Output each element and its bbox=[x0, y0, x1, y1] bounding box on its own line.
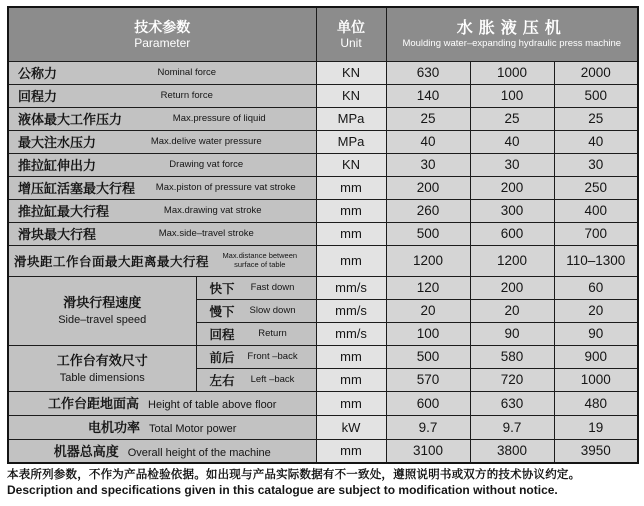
value-cell: 200 bbox=[470, 276, 554, 299]
value-cell: 400 bbox=[554, 199, 638, 222]
param-en bbox=[209, 252, 310, 269]
footer-note-zh: 本表所列参数，不作为产品检验依据。如出现与产品实际数据有不一致处，遵照说明书或双方的技术协议约定。 bbox=[7, 469, 581, 481]
value-cell: 20 bbox=[554, 299, 638, 322]
sub-cell bbox=[196, 299, 316, 322]
param-cell bbox=[8, 439, 316, 463]
value-cell: 100 bbox=[470, 84, 554, 107]
param-cell bbox=[8, 107, 316, 130]
unit-cell: mm bbox=[316, 199, 386, 222]
value-cell: 700 bbox=[554, 222, 638, 245]
unit-cell: KN bbox=[316, 84, 386, 107]
sub-cell bbox=[196, 276, 316, 299]
value-cell: 3100 bbox=[386, 439, 470, 463]
header-machine-en: Moulding water–expanding hydraulic press machine bbox=[402, 37, 622, 49]
group-en: Table dimensions bbox=[59, 371, 145, 384]
table-row-return-force bbox=[8, 84, 638, 107]
param-en: Max.delive water pressure bbox=[150, 136, 262, 147]
value-cell: 2000 bbox=[554, 61, 638, 84]
unit-cell: KN bbox=[316, 61, 386, 84]
sub-zh: 前后 bbox=[209, 350, 235, 365]
value-cell: 1000 bbox=[470, 61, 554, 84]
sub-en: Front –back bbox=[247, 351, 298, 362]
param-zh: 滑块距工作台面最大距离最大行程 bbox=[14, 254, 210, 269]
value-cell: 20 bbox=[386, 299, 470, 322]
value-cell: 20 bbox=[470, 299, 554, 322]
table-row-max-water-pressure bbox=[8, 130, 638, 153]
group-zh: 滑块行程速度 bbox=[63, 295, 142, 310]
table-row-max-liquid-pressure bbox=[8, 107, 638, 130]
value-cell: 90 bbox=[554, 322, 638, 345]
sub-zh: 快下 bbox=[209, 281, 235, 296]
param-zh: 滑块最大行程 bbox=[18, 227, 97, 242]
table-row-nominal-force bbox=[8, 61, 638, 84]
value-cell: 25 bbox=[386, 107, 470, 130]
value-cell: 30 bbox=[386, 153, 470, 176]
value-cell: 60 bbox=[554, 276, 638, 299]
sub-en: Left –back bbox=[250, 374, 295, 385]
table-row-drawing-vat-stroke bbox=[8, 199, 638, 222]
table-row-motor-power bbox=[8, 415, 638, 439]
sub-zh: 慢下 bbox=[209, 304, 235, 319]
header-unit-zh: 单位 bbox=[337, 18, 365, 35]
sub-zh: 回程 bbox=[209, 327, 235, 342]
unit-cell: mm/s bbox=[316, 299, 386, 322]
value-cell: 500 bbox=[554, 84, 638, 107]
param-zh: 增压缸活塞最大行程 bbox=[18, 181, 136, 196]
unit-cell: mm bbox=[316, 439, 386, 463]
table-row-fast-down bbox=[8, 276, 638, 299]
group-cell-side-travel-speed bbox=[8, 276, 196, 345]
table-row-overall-height bbox=[8, 439, 638, 463]
sub-zh: 左右 bbox=[209, 373, 235, 388]
table-row-table-height bbox=[8, 391, 638, 415]
value-cell: 30 bbox=[470, 153, 554, 176]
value-cell: 580 bbox=[470, 345, 554, 368]
param-cell bbox=[8, 176, 316, 199]
table-row-front-back bbox=[8, 345, 638, 368]
param-zh: 工作台距地面高 bbox=[48, 396, 140, 411]
value-cell: 900 bbox=[554, 345, 638, 368]
sub-en: Fast down bbox=[250, 282, 295, 293]
sub-cell bbox=[196, 322, 316, 345]
value-cell: 3800 bbox=[470, 439, 554, 463]
value-cell: 3950 bbox=[554, 439, 638, 463]
footer-note-en: Description and specifications given in this catalogue are subject to modification without notice. bbox=[7, 483, 558, 497]
param-zh: 最大注水压力 bbox=[18, 135, 97, 150]
value-cell: 110–1300 bbox=[554, 245, 638, 276]
param-cell bbox=[8, 391, 316, 415]
param-en: Max.piston of pressure vat stroke bbox=[155, 182, 296, 193]
value-cell: 1200 bbox=[386, 245, 470, 276]
param-cell bbox=[8, 130, 316, 153]
unit-cell: mm/s bbox=[316, 322, 386, 345]
spec-table bbox=[7, 6, 639, 464]
value-cell: 120 bbox=[386, 276, 470, 299]
sub-en: Slow down bbox=[249, 305, 296, 316]
param-cell bbox=[8, 61, 316, 84]
value-cell: 720 bbox=[470, 368, 554, 391]
group-cell-table-dimensions bbox=[8, 345, 196, 391]
param-zh: 机器总高度 bbox=[53, 443, 119, 459]
value-cell: 500 bbox=[386, 345, 470, 368]
value-cell: 250 bbox=[554, 176, 638, 199]
group-zh: 工作台有效尺寸 bbox=[56, 352, 148, 368]
value-cell: 9.7 bbox=[386, 415, 470, 439]
group-en: Side–travel speed bbox=[58, 314, 147, 326]
table-row-max-distance bbox=[8, 245, 638, 276]
value-cell: 570 bbox=[386, 368, 470, 391]
value-cell: 100 bbox=[386, 322, 470, 345]
value-cell: 1200 bbox=[470, 245, 554, 276]
header-parameter bbox=[8, 7, 316, 61]
param-zh: 推拉缸伸出力 bbox=[18, 158, 97, 173]
param-en: Height of table above floor bbox=[148, 399, 277, 411]
header-unit bbox=[316, 7, 386, 61]
header-row bbox=[8, 7, 638, 61]
unit-cell: kW bbox=[316, 415, 386, 439]
value-cell: 600 bbox=[470, 222, 554, 245]
sub-cell bbox=[196, 368, 316, 391]
unit-cell: mm bbox=[316, 391, 386, 415]
param-en: Drawing vat force bbox=[169, 159, 244, 170]
unit-cell: mm bbox=[316, 368, 386, 391]
header-unit-en: Unit bbox=[340, 35, 362, 50]
header-parameter-zh: 技术参数 bbox=[134, 18, 191, 35]
param-zh: 回程力 bbox=[18, 89, 58, 104]
param-en: Total Motor power bbox=[149, 423, 237, 435]
header-machine bbox=[386, 7, 638, 61]
value-cell: 90 bbox=[470, 322, 554, 345]
value-cell: 9.7 bbox=[470, 415, 554, 439]
footer-note bbox=[7, 468, 637, 498]
value-cell: 600 bbox=[386, 391, 470, 415]
value-cell: 40 bbox=[470, 130, 554, 153]
value-cell: 200 bbox=[470, 176, 554, 199]
value-cell: 500 bbox=[386, 222, 470, 245]
param-en: Max.side–travel stroke bbox=[158, 228, 254, 239]
value-cell: 25 bbox=[470, 107, 554, 130]
unit-cell: mm/s bbox=[316, 276, 386, 299]
param-en: Return force bbox=[160, 90, 213, 101]
unit-cell: mm bbox=[316, 176, 386, 199]
param-en: Overall height of the machine bbox=[127, 446, 271, 459]
value-cell: 40 bbox=[386, 130, 470, 153]
unit-cell: mm bbox=[316, 345, 386, 368]
unit-cell: MPa bbox=[316, 107, 386, 130]
param-cell bbox=[8, 153, 316, 176]
unit-cell: KN bbox=[316, 153, 386, 176]
value-cell: 260 bbox=[386, 199, 470, 222]
value-cell: 30 bbox=[554, 153, 638, 176]
sub-en: Return bbox=[258, 328, 287, 339]
param-zh: 推拉缸最大行程 bbox=[18, 204, 110, 219]
header-parameter-en: Parameter bbox=[134, 35, 191, 50]
unit-cell: MPa bbox=[316, 130, 386, 153]
value-cell: 140 bbox=[386, 84, 470, 107]
value-cell: 25 bbox=[554, 107, 638, 130]
param-zh: 公称力 bbox=[18, 66, 58, 81]
value-cell: 630 bbox=[386, 61, 470, 84]
value-cell: 40 bbox=[554, 130, 638, 153]
param-en-line2: surface of table bbox=[234, 259, 286, 269]
header-machine-zh: 水胀液压机 bbox=[456, 19, 567, 37]
param-cell bbox=[8, 199, 316, 222]
table-row-drawing-vat-force bbox=[8, 153, 638, 176]
param-en: Nominal force bbox=[157, 67, 217, 78]
param-en: Max.drawing vat stroke bbox=[163, 205, 262, 216]
value-cell: 19 bbox=[554, 415, 638, 439]
value-cell: 1000 bbox=[554, 368, 638, 391]
param-cell bbox=[8, 84, 316, 107]
param-cell bbox=[8, 222, 316, 245]
param-en-line1: Max.distance between bbox=[222, 251, 298, 260]
param-en: Max.pressure of liquid bbox=[172, 113, 266, 124]
sub-cell bbox=[196, 345, 316, 368]
param-zh: 电机功率 bbox=[88, 420, 141, 435]
param-cell bbox=[8, 415, 316, 439]
table-row-pressure-vat-stroke bbox=[8, 176, 638, 199]
value-cell: 480 bbox=[554, 391, 638, 415]
unit-cell: mm bbox=[316, 222, 386, 245]
unit-cell: mm bbox=[316, 245, 386, 276]
param-zh: 液体最大工作压力 bbox=[18, 112, 123, 127]
table-row-side-travel-stroke bbox=[8, 222, 638, 245]
value-cell: 300 bbox=[470, 199, 554, 222]
value-cell: 200 bbox=[386, 176, 470, 199]
param-cell bbox=[8, 245, 316, 276]
value-cell: 630 bbox=[470, 391, 554, 415]
